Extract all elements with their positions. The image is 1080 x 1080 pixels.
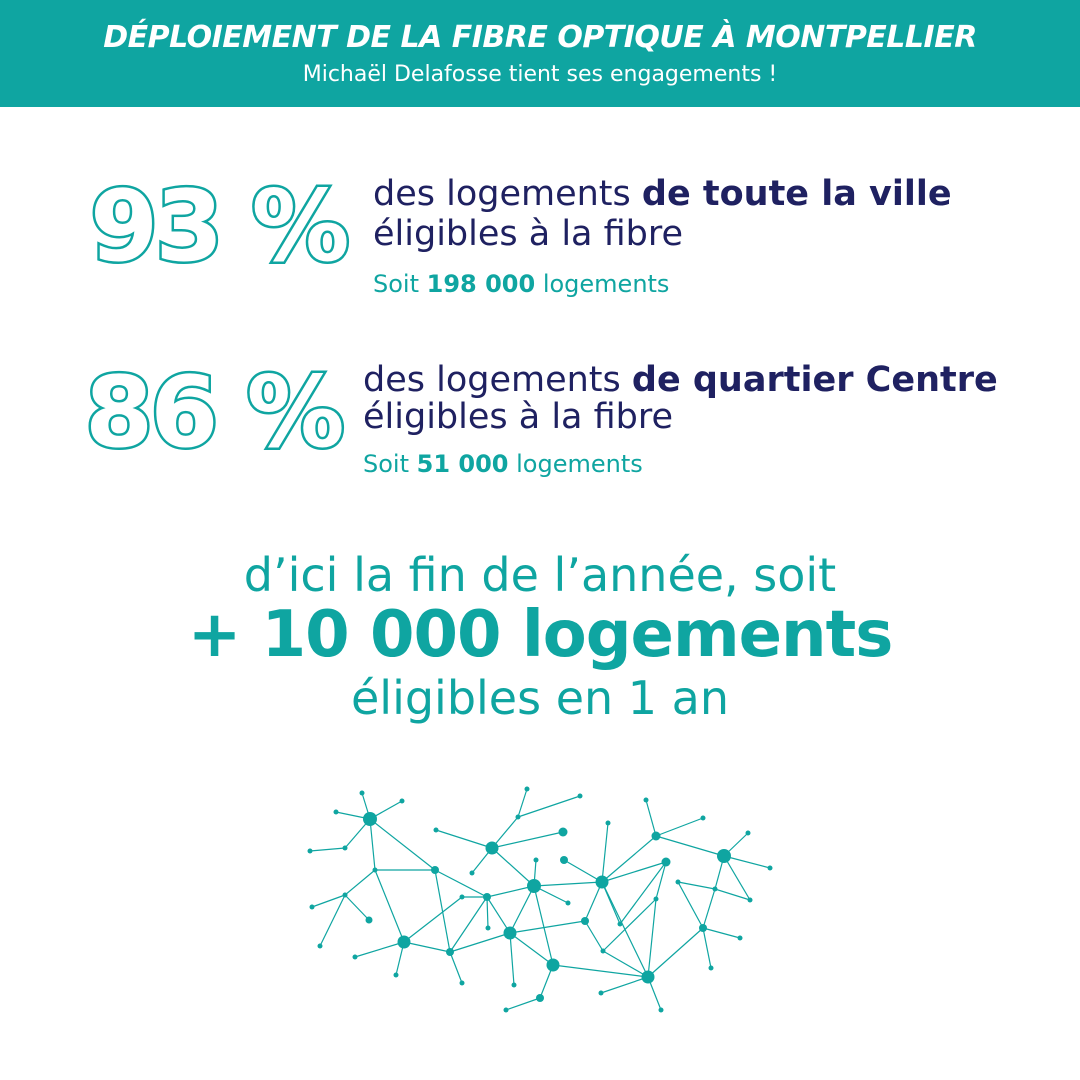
stat-centre-line1 bbox=[363, 360, 998, 400]
stat-city-count-suffix: logements bbox=[535, 270, 670, 298]
stat-city-line1-prefix: des logements bbox=[373, 174, 642, 214]
stat-city-line1-strong: de toute la ville bbox=[641, 174, 952, 214]
stat-centre-count bbox=[363, 452, 643, 476]
stat-centre-count-suffix: logements bbox=[508, 450, 643, 478]
stat-centre-count-prefix: Soit bbox=[363, 450, 417, 478]
stat-city-count-prefix: Soit bbox=[373, 270, 427, 298]
stat-city-count bbox=[373, 272, 669, 296]
fiber-network-icon bbox=[300, 780, 780, 1020]
stat-city-percent: 93 % bbox=[90, 170, 347, 284]
conclusion-line1: d’ici la fin de l’année, soit bbox=[243, 548, 837, 602]
stat-city-line1 bbox=[373, 174, 952, 214]
stat-centre-count-number: 51 000 bbox=[416, 450, 509, 478]
stat-city-line2: éligibles à la fibre bbox=[373, 214, 684, 254]
stat-city-count-number: 198 000 bbox=[426, 270, 536, 298]
stat-centre-line1-strong: de quartier Centre bbox=[631, 360, 998, 400]
conclusion-line3: éligibles en 1 an bbox=[350, 671, 730, 725]
page-subtitle: Michaël Delafosse tient ses engagements ! bbox=[302, 62, 778, 87]
stat-centre-line2: éligibles à la fibre bbox=[363, 397, 674, 437]
page-title: DÉPLOIEMENT DE LA FIBRE OPTIQUE À MONTPELLIER bbox=[103, 20, 977, 55]
conclusion-highlight: + 10 000 logements bbox=[187, 598, 893, 672]
stat-centre-percent: 86 % bbox=[85, 356, 342, 470]
stat-centre-line1-prefix: des logements bbox=[363, 360, 632, 400]
header-banner bbox=[0, 0, 1080, 107]
